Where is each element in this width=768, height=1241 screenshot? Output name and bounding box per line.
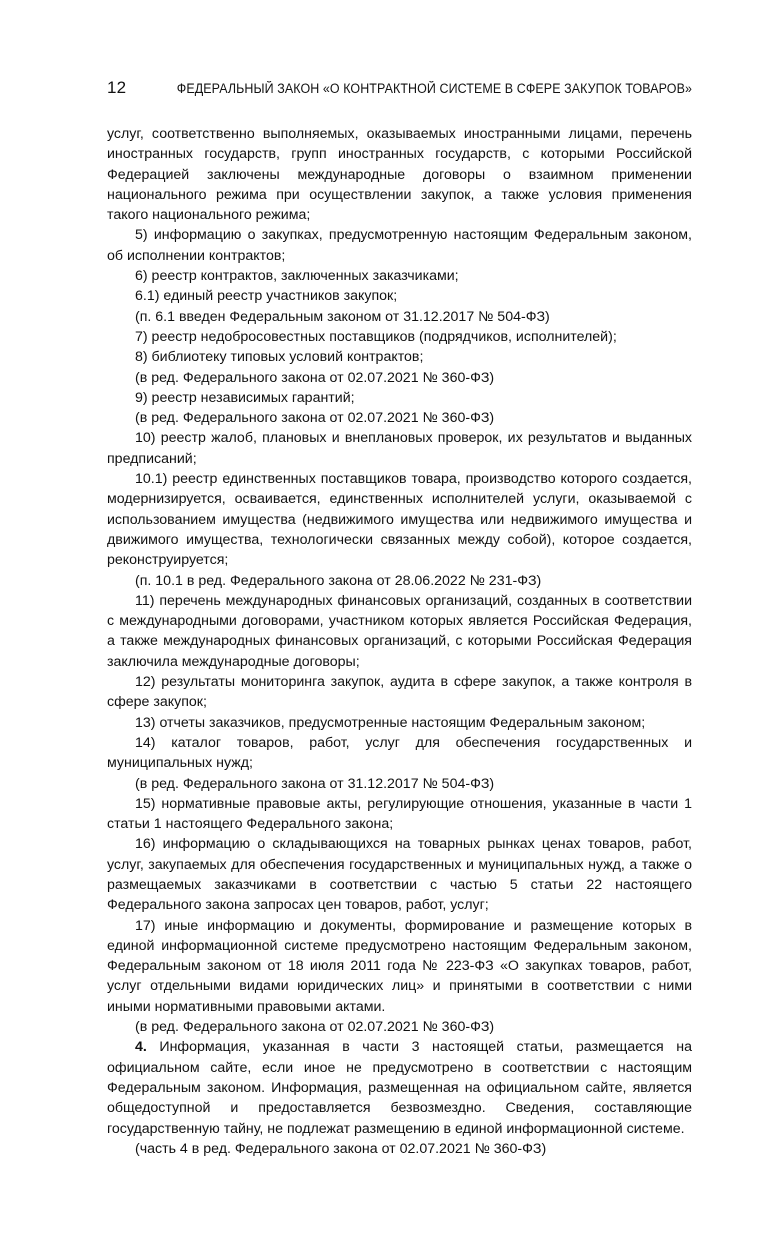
amendment-note: (п. 6.1 введен Федеральным законом от 31.12.2017 № 504-ФЗ) bbox=[135, 308, 550, 325]
paragraph-continuation: услуг, соответственно выполняемых, оказываемых иностранными лицами, перечень иностранных государств, групп иностранных государств, с которыми Российской Федерацией заключены международные договоры о взаимном применении национального режима при осуществлении закупок, а также условия применения такого национального режима; bbox=[107, 126, 692, 224]
list-item-14: 14) каталог товаров, работ, услуг для обеспечения государственных и муниципальных нужд; bbox=[107, 734, 692, 772]
amendment-note: (в ред. Федерального закона от 02.07.2021 № 360-ФЗ) bbox=[135, 369, 495, 386]
list-item-10: 10) реестр жалоб, плановых и внеплановых проверок, их результатов и выданных предписаний; bbox=[107, 430, 692, 467]
amendment-note: (в ред. Федерального закона от 31.12.2017 № 504-ФЗ) bbox=[135, 775, 495, 792]
part-4-text: Информация, указанная в части 3 настоящей статьи, размещается на официальном сайте, если иное не предусмотрено в соответствии с настоящим Федеральным законом. Информация, размещенная на официальном сайте, является общедоступной и предоставляется безвозмездно. Сведения, составляющие государственную тайну, не подлежат размещению в единой информационной системе. bbox=[107, 1039, 692, 1137]
list-item-6-1: 6.1) единый реестр участников закупок; bbox=[135, 288, 398, 305]
list-item-5: 5) информацию о закупках, предусмотренную настоящим Федеральным законом, об исполнении контрактов; bbox=[107, 227, 692, 264]
part-4-paragraph bbox=[107, 1037, 692, 1138]
amendment-note: (в ред. Федерального закона от 02.07.2021 № 360-ФЗ) bbox=[135, 1019, 495, 1036]
part-number: 4. bbox=[135, 1039, 147, 1056]
list-item-8: 8) библиотеку типовых условий контрактов; bbox=[135, 349, 424, 366]
list-item-11: 11) перечень международных финансовых организаций, созданных в соответствии с международными договорами, участником которых является Российская Федерация, а также международных финансовых организаций, с которыми Российская Федерация заключила международные договоры; bbox=[107, 592, 692, 670]
running-title: ФЕДЕРАЛЬНЫЙ ЗАКОН «О КОНТРАКТНОЙ СИСТЕМЕ В СФЕРЕ ЗАКУПОК ТОВАРОВ» bbox=[176, 81, 692, 96]
list-item-9: 9) реестр независимых гарантий; bbox=[135, 389, 355, 406]
list-item-10-1: 10.1) реестр единственных поставщиков товара, производство которого создается, модернизируется, осваивается, единственных исполнителей услуги, оказываемой с использованием имущества (недвижимого имущества или недвижимого имущества и движимого имущества, технологически связанных между собой), которое создается, реконструируется; bbox=[107, 471, 692, 569]
list-item-16: 16) информацию о складывающихся на товарных рынках ценах товаров, работ, услуг, закупаемых для обеспечения государственных и муниципальных нужд, а также о размещаемых заказчиками в соответствии с частью 5 статьи 22 настоящего Федерального закона запросах цен товаров, работ, услуг; bbox=[107, 836, 692, 914]
amendment-note: (в ред. Федерального закона от 02.07.2021 № 360-ФЗ) bbox=[135, 410, 495, 427]
page-header bbox=[107, 78, 692, 98]
list-item-15: 15) нормативные правовые акты, регулирующие отношения, указанные в части 1 статьи 1 настоящего Федерального закона; bbox=[107, 795, 692, 833]
list-item-12: 12) результаты мониторинга закупок, аудита в сфере закупок, а также контроля в сфере закупок; bbox=[107, 674, 692, 711]
list-item-6: 6) реестр контрактов, заключенных заказчиками; bbox=[135, 268, 459, 285]
page-body bbox=[107, 124, 692, 1159]
amendment-note: (часть 4 в ред. Федерального закона от 02.07.2021 № 360-ФЗ) bbox=[135, 1140, 547, 1157]
amendment-note: (п. 10.1 в ред. Федерального закона от 28.06.2022 № 231-ФЗ) bbox=[135, 572, 542, 589]
page-number: 12 bbox=[107, 78, 127, 97]
list-item-17: 17) иные информацию и документы, формирование и размещение которых в единой информационной системе предусмотрено настоящим Федеральным законом, Федеральным законом от 18 июля 2011 года № 223-ФЗ «О закупках товаров, работ, услуг отдельными видами юридических лиц» и принятыми в соответствии с ними иными нормативными правовыми актами. bbox=[107, 917, 692, 1015]
list-item-13: 13) отчеты заказчиков, предусмотренные настоящим Федеральным законом; bbox=[135, 714, 646, 731]
list-item-7: 7) реестр недобросовестных поставщиков (подрядчиков, исполнителей); bbox=[135, 328, 617, 345]
